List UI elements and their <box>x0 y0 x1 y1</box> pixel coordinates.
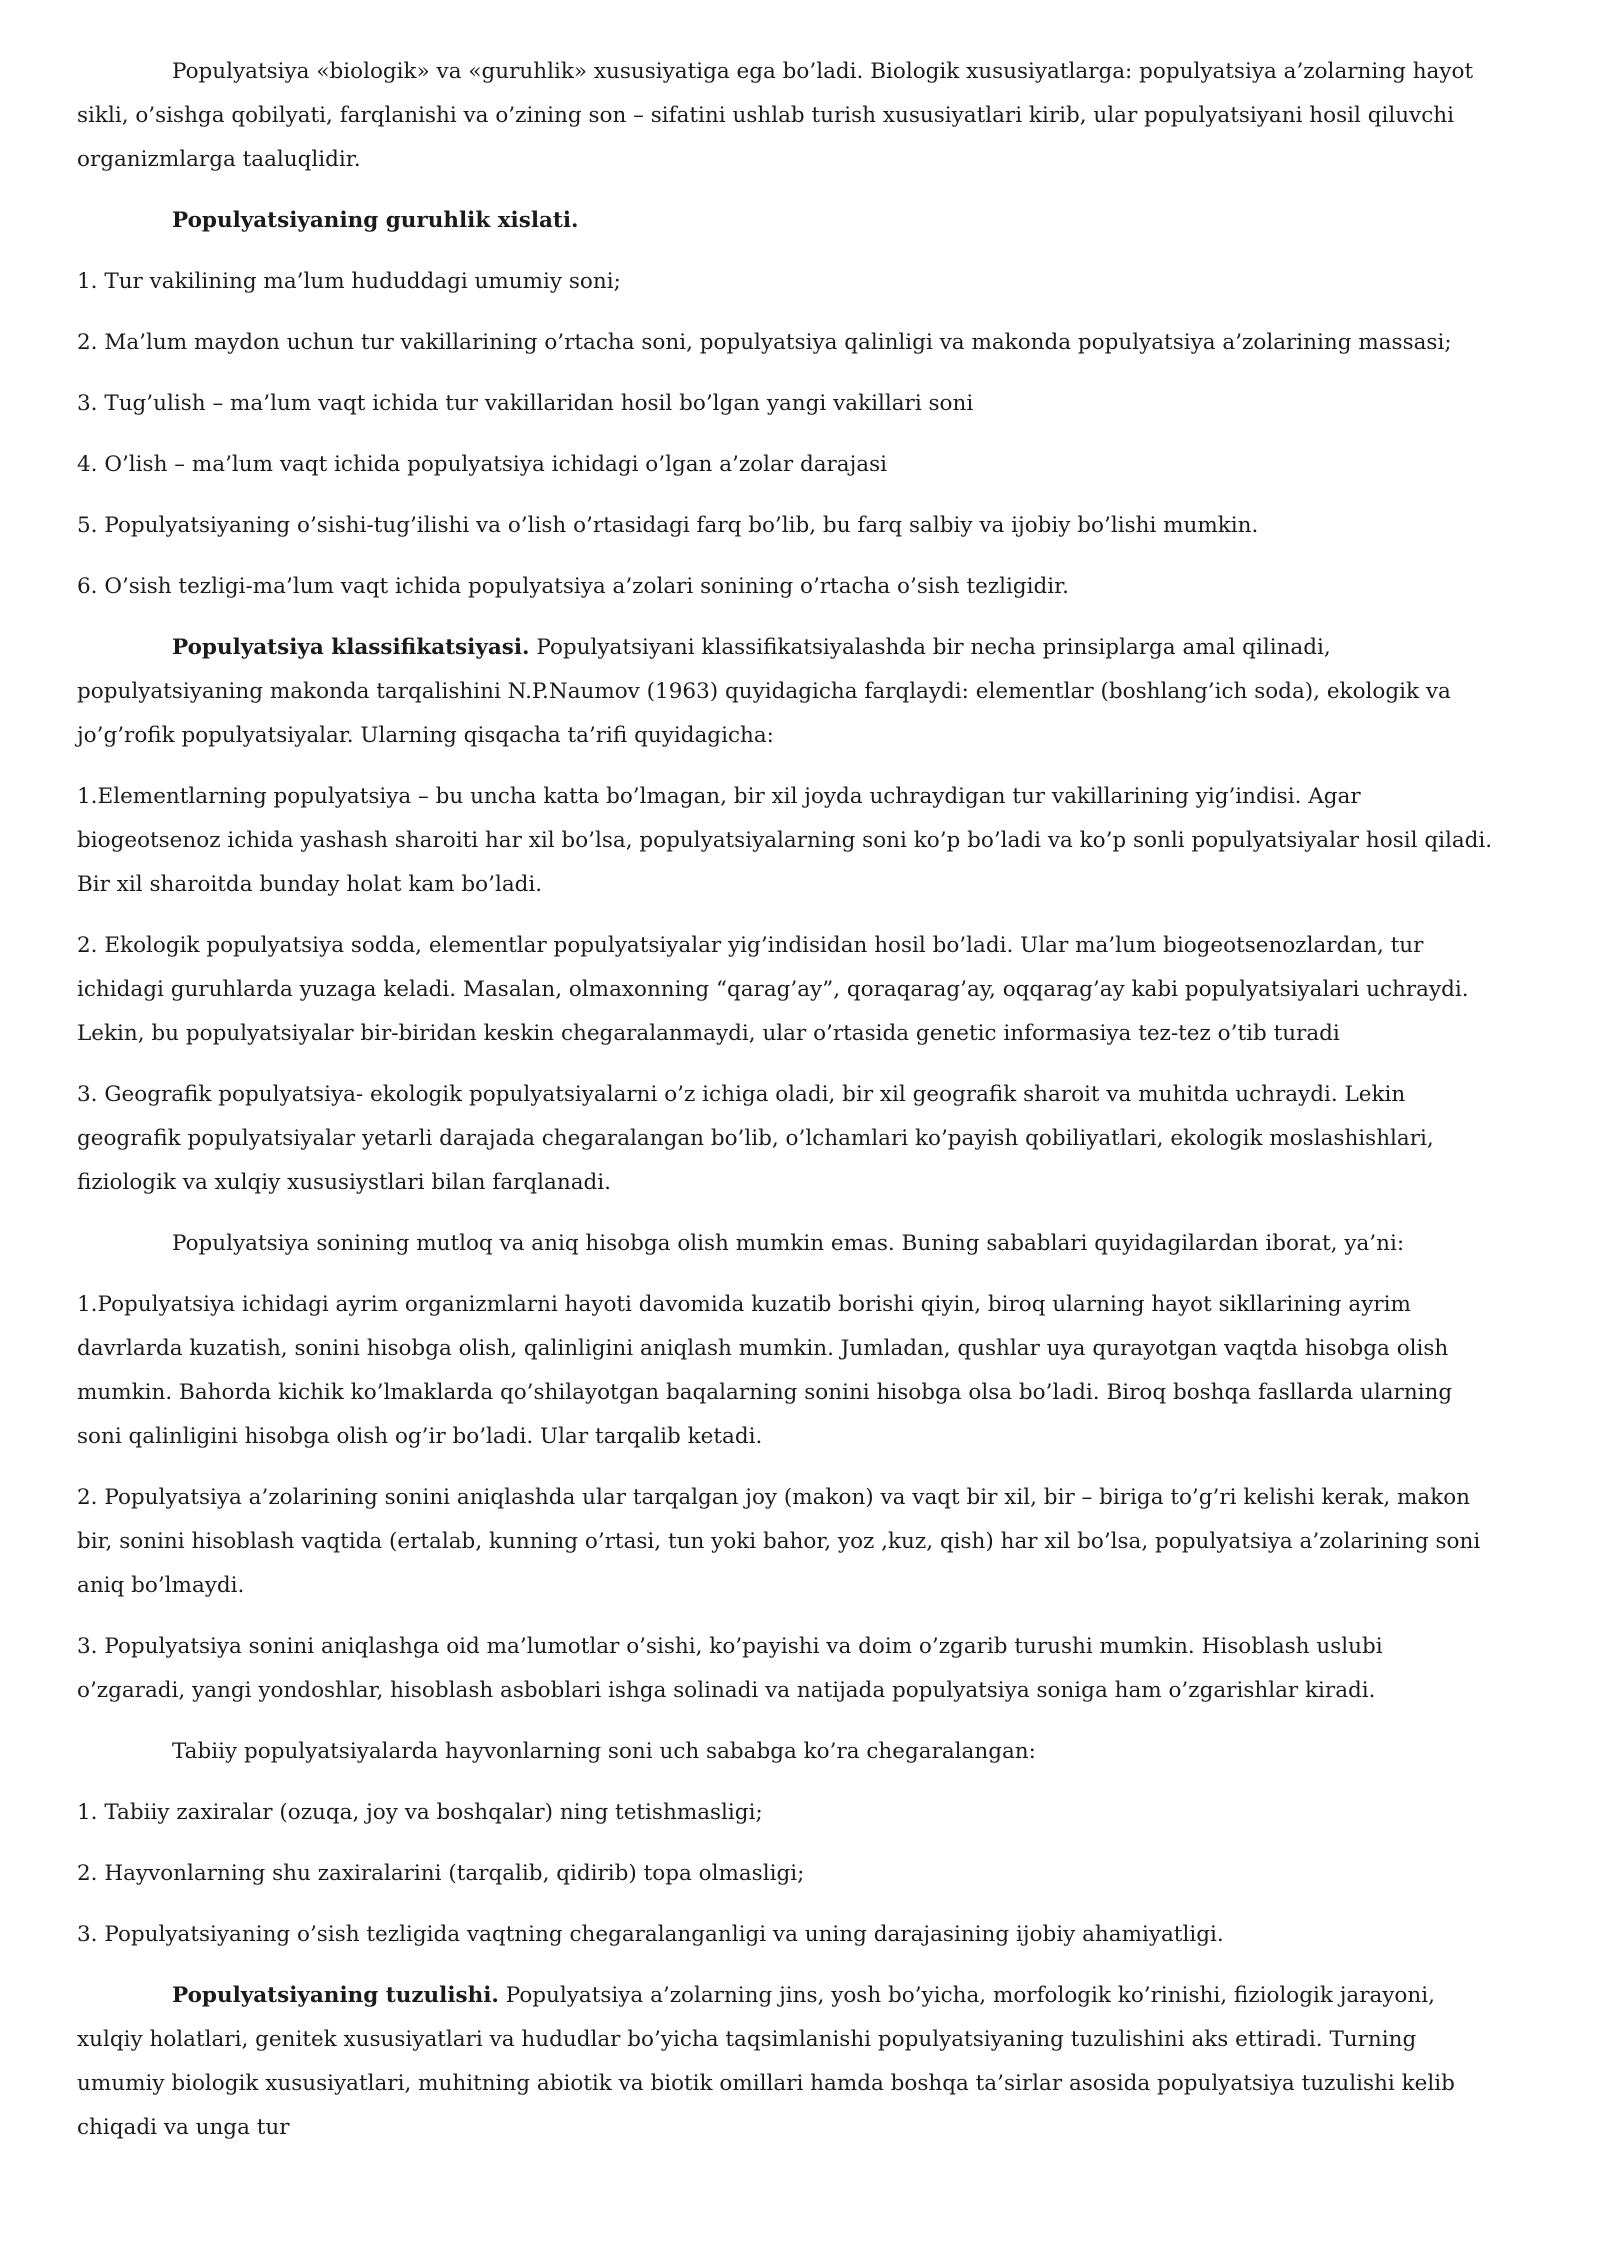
classification-item: 1.Elementlarning populyatsiya – bu uncha katta bo’lmagan, bir xil joyda uchraydigan tur vakillarining yig’indisi. Agar biogeotsenoz ichida yashash sharoiti har xil bo’lsa, populyatsiyalarning soni ko’p bo’ladi va ko’p sonli populyatsiyalar hosil qiladi. Bir xil sharoitda bunday holat kam bo’ladi. <box>77 784 1493 897</box>
group-item: 2. Ma’lum maydon uchun tur vakillarining o’rtacha soni, populyatsiya qalinligi va makonda populyatsiya a’zolarining massasi; <box>77 330 1452 355</box>
intro-paragraph: Populyatsiya «biologik» va «guruhlik» xususiyatiga ega bo’ladi. Biologik xususiyatlarga: populyatsiya a’zolarning hayot sikli, o’sishga qobilyati, farqlanishi va o’zining son – sifatini ushlab turish xususiyatlari kirib, ular populyatsiyani hosil qiluvchi organizmlarga taaluqlidir. <box>77 59 1474 172</box>
structure-paragraph <box>77 1974 1497 2150</box>
classification-heading: Populyatsiya klassifikatsiyasi. <box>172 635 530 660</box>
group-heading-paragraph <box>77 199 1497 243</box>
document-page <box>77 50 1497 2167</box>
classification-item: 3. Geografik populyatsiya- ekologik populyatsiyalarni o’z ichiga oladi, bir xil geografik sharoit va muhitda uchraydi. Lekin geografik populyatsiyalar yetarli darajada chegaralangan bo’lib, o’lchamlari ko’payish qobiliyatlari, ekologik moslashishlari, fiziologik va xulqiy xususiystlari bilan farqlanadi. <box>77 1082 1434 1195</box>
classification-paragraph <box>77 626 1497 758</box>
limit-item: 2. Hayvonlarning shu zaxiralarini (tarqalib, qidirib) topa olmasligi; <box>77 1861 805 1886</box>
group-item: 4. O’lish – ma’lum vaqt ichida populyatsiya ichidagi o’lgan a’zolar darajasi <box>77 452 888 477</box>
classification-item: 2. Ekologik populyatsiya sodda, elementlar populyatsiyalar yig’indisidan hosil bo’ladi. Ular ma’lum biogeotsenozlardan, tur ichidagi guruhlarda yuzaga keladi. Masalan, olmaxonning “qarag’ay”, qoraqarag’ay, oqqarag’ay kabi populyatsiyalari uchraydi. Lekin, bu populyatsiyalar bir-biridan keskin chegaralanmaydi, ular o’rtasida genetic informasiya tez-tez o’tib turadi <box>77 933 1469 1046</box>
group-heading: Populyatsiyaning guruhlik xislati. <box>172 208 579 233</box>
count-item: 2. Populyatsiya a’zolarining sonini aniqlashda ular tarqalgan joy (makon) va vaqt bir xil, bir – biriga to’g’ri kelishi kerak, makon bir, sonini hisoblash vaqtida (ertalab, kunning o’rtasi, tun yoki bahor, yoz ,kuz, qish) har xil bo’lsa, populyatsiya a’zolarining soni aniq bo’lmaydi. <box>77 1485 1481 1598</box>
limit-item: 1. Tabiiy zaxiralar (ozuqa, joy va boshqalar) ning tetishmasligi; <box>77 1800 763 1825</box>
count-intro-paragraph: Populyatsiya sonining mutloq va aniq hisobga olish mumkin emas. Buning sabablari quyidagilardan iborat, ya’ni: <box>172 1231 1405 1256</box>
classification-text: Populyatsiyani klassifikatsiyalashda bir necha prinsiplarga amal qilinadi, populyatsiyaning makonda tarqalishini N.P.Naumov (1963) quyidagicha farqlaydi: elementlar (boshlang’ich soda), ekologik va jo’g’rofik populyatsiyalar. Ularning qisqacha ta’rifi quyidagicha: <box>77 635 1451 748</box>
group-item: 1. Tur vakilining ma’lum hududdagi umumiy soni; <box>77 269 621 294</box>
limit-item: 3. Populyatsiyaning o’sish tezligida vaqtning chegaralanganligi va uning darajasining ijobiy ahamiyatligi. <box>77 1922 1224 1947</box>
structure-heading: Populyatsiyaning tuzulishi. <box>172 1983 499 2008</box>
group-item: 5. Populyatsiyaning o’sishi-tug’ilishi va o’lish o’rtasidagi farq bo’lib, bu farq salbiy va ijobiy bo’lishi mumkin. <box>77 513 1259 538</box>
group-item: 3. Tug’ulish – ma’lum vaqt ichida tur vakillaridan hosil bo’lgan yangi vakillari soni <box>77 391 974 416</box>
group-item: 6. O’sish tezligi-ma’lum vaqt ichida populyatsiya a’zolari sonining o’rtacha o’sish tezligidir. <box>77 574 1069 599</box>
limit-intro-paragraph: Tabiiy populyatsiyalarda hayvonlarning soni uch sababga ko’ra chegaralangan: <box>172 1739 1036 1764</box>
count-item: 3. Populyatsiya sonini aniqlashga oid ma’lumotlar o’sishi, ko’payishi va doim o’zgarib turushi mumkin. Hisoblash uslubi o’zgaradi, yangi yondoshlar, hisoblash asboblari ishga solinadi va natijada populyatsiya soniga ham o’zgarishlar kiradi. <box>77 1634 1383 1703</box>
count-item: 1.Populyatsiya ichidagi ayrim organizmlarni hayoti davomida kuzatib borishi qiyin, biroq ularning hayot sikllarining ayrim davrlarda kuzatish, sonini hisobga olish, qalinligini aniqlash mumkin. Jumladan, qushlar uya qurayotgan vaqtda hisobga olish mumkin. Bahorda kichik ko’lmaklarda qo’shilayotgan baqalarning sonini hisobga olsa bo’ladi. Biroq boshqa fasllarda ularning soni qalinligini hisobga olish og’ir bo’ladi. Ular tarqalib ketadi. <box>77 1292 1453 1449</box>
structure-text: Populyatsiya a’zolarning jins, yosh bo’yicha, morfologik ko’rinishi, fiziologik jarayoni, xulqiy holatlari, genitek xususiyatlari va hududlar bo’yicha taqsimlanishi populyatsiyaning tuzulishini aks ettiradi. Turning umumiy biologik xususiyatlari, muhitning abiotik va biotik omillari hamda boshqa ta’sirlar asosida populyatsiya tuzulishi kelib chiqadi va unga tur <box>77 1983 1455 2140</box>
